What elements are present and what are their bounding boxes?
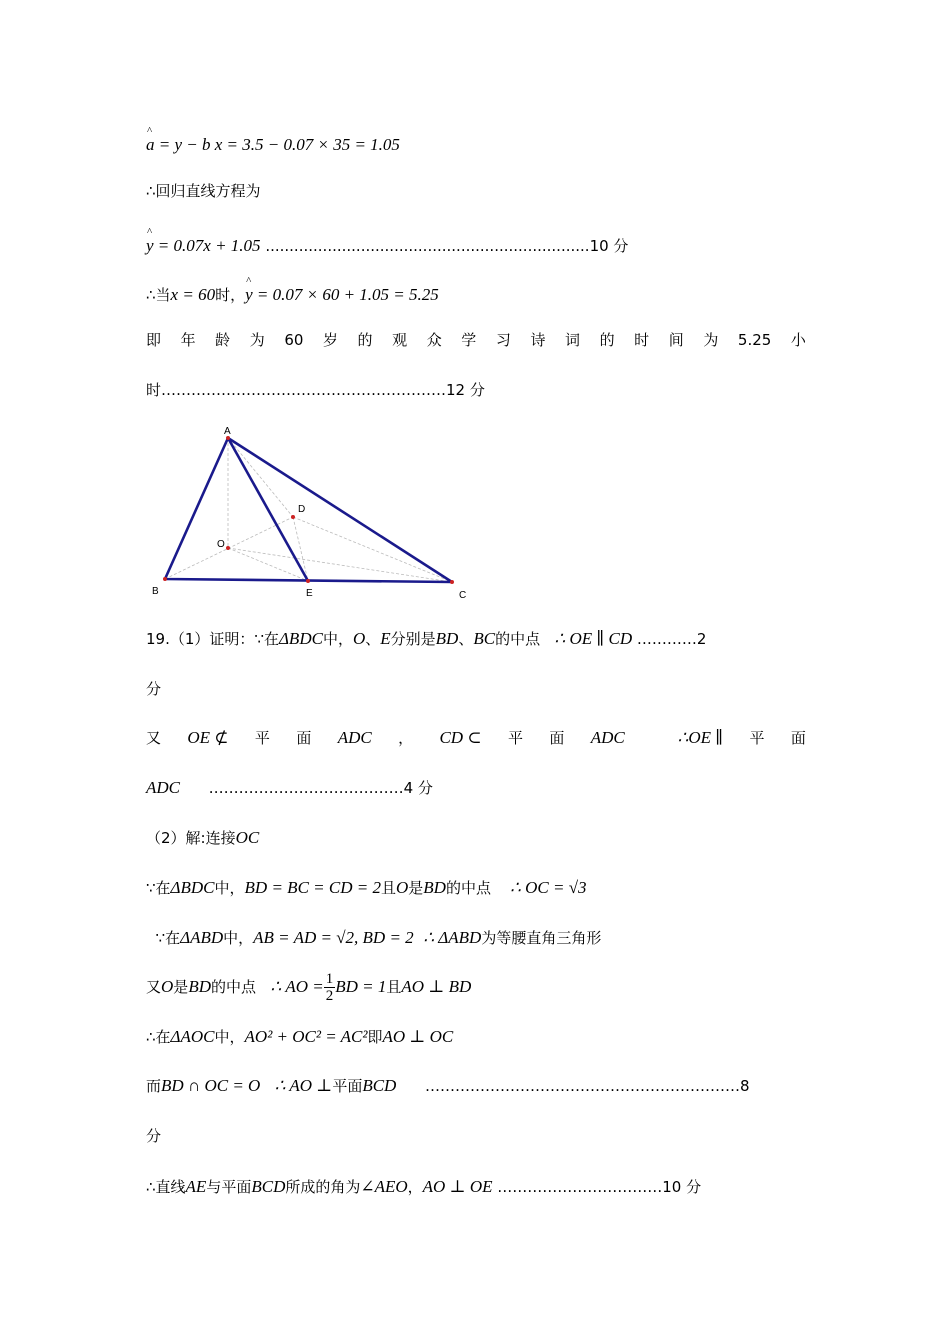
a-hat: ^ a <box>146 130 155 160</box>
t: 面 <box>296 729 312 747</box>
t: 、 <box>458 630 474 648</box>
t: 平 <box>254 729 270 747</box>
point-B <box>163 577 167 581</box>
m: ∴ AO = <box>270 977 324 996</box>
m: ∴ OE ∥ CD <box>554 629 633 648</box>
proof-line-1b: 分 <box>146 680 162 698</box>
y-hat: ^ y <box>146 231 154 261</box>
ch: 5.25 <box>737 331 772 349</box>
solve-line-1 <box>146 823 806 853</box>
ch: 词 <box>565 331 581 349</box>
t: 平面 <box>332 1077 363 1095</box>
dots: ………………………………………………… <box>161 381 447 399</box>
m: AO ⊥ BD <box>401 977 472 996</box>
solve-line-2 <box>146 873 806 903</box>
t: ∵在 <box>155 929 181 947</box>
t: 中， <box>214 1028 245 1046</box>
dots: ……………………………10 分 <box>497 1178 702 1196</box>
dots: .................................................................... <box>265 237 590 255</box>
t: 且 <box>386 978 402 996</box>
m: AO² + OC² = AC² <box>244 1027 368 1046</box>
conclusion-line-2 <box>146 375 806 405</box>
label-A: A <box>224 426 231 437</box>
t: ∴直线 <box>146 1178 186 1196</box>
point-E <box>306 579 310 583</box>
ch: 为 <box>703 331 719 349</box>
fraction-half <box>324 971 336 1004</box>
t: 即 <box>367 1028 383 1046</box>
m: ∴OE ∥ <box>677 728 724 747</box>
line-AD <box>228 438 293 517</box>
ch: 龄 <box>215 331 231 349</box>
line-DE <box>293 517 308 581</box>
denominator: 2 <box>325 988 334 1004</box>
ch: 学 <box>461 331 477 349</box>
text: 时， <box>215 286 246 304</box>
m: ADC <box>146 778 180 797</box>
t: 是 <box>173 978 189 996</box>
proof-line-1 <box>146 624 806 654</box>
ch: 众 <box>426 331 442 349</box>
ch: 60 <box>284 331 304 349</box>
dots: …………2 <box>636 630 707 648</box>
m: ∴ AO ⊥ <box>274 1076 333 1095</box>
t: 又 <box>146 978 162 996</box>
prediction-line <box>146 280 806 310</box>
m: BD = 1 <box>335 977 387 996</box>
m: AO ⊥ OC <box>382 1027 454 1046</box>
label-D: D <box>298 504 306 515</box>
m: ∴ OC = √3 <box>510 878 587 897</box>
t: 又 <box>146 729 162 747</box>
point-O <box>226 546 230 550</box>
numerator: 1 <box>325 971 334 987</box>
dots: ………………………………………………………8 <box>424 1077 750 1095</box>
m: E <box>380 629 391 648</box>
t: 且 <box>380 879 396 897</box>
text: 时 <box>146 381 162 399</box>
t: 平 <box>749 729 765 747</box>
t: ∵在 <box>146 879 171 897</box>
regression-equation <box>146 231 806 261</box>
ch: 的 <box>357 331 373 349</box>
m: ΔABD <box>180 928 224 947</box>
m: BCD <box>362 1076 397 1095</box>
score: 10 分 <box>589 237 629 255</box>
proof-line-3 <box>146 773 806 803</box>
y-hat: ^ y <box>245 280 253 310</box>
m: OC <box>235 828 260 847</box>
m: BD ∩ OC = O <box>161 1076 261 1095</box>
ch: 小 <box>790 331 806 349</box>
t: ， <box>398 729 414 747</box>
m: ΔBDC <box>278 629 323 648</box>
line-DC <box>293 517 452 582</box>
equation-text: = 0.07x + 1.05 <box>153 236 261 255</box>
t: 19.（1）证明：∵在 <box>146 630 279 648</box>
ch: 时 <box>634 331 650 349</box>
m: OE ⊄ <box>187 728 229 747</box>
m: AB = AD = √2, BD = 2 <box>253 928 414 947</box>
t: 中， <box>223 929 254 947</box>
ch: 诗 <box>530 331 546 349</box>
t: 所成的角为 <box>285 1178 361 1196</box>
m: O <box>352 629 366 648</box>
t: ， <box>407 1178 423 1196</box>
t: 面 <box>549 729 565 747</box>
solve-line-6 <box>146 1071 806 1101</box>
t: 分别是 <box>390 630 436 648</box>
math: = 0.07 × 60 + 1.05 = 5.25 <box>252 285 439 304</box>
label-C: C <box>459 590 467 601</box>
m: ΔAOC <box>170 1027 215 1046</box>
m: BD <box>435 629 459 648</box>
point-D <box>291 515 295 519</box>
m: ∠AEO <box>360 1177 408 1196</box>
m: ADC <box>590 728 625 747</box>
solve-line-3 <box>146 923 806 953</box>
t: 与平面 <box>206 1178 252 1196</box>
label-E: E <box>306 588 313 599</box>
points <box>163 436 454 584</box>
geometry-figure <box>140 420 480 605</box>
t: （2）解:连接 <box>146 829 236 847</box>
m: ∴ ΔABD <box>423 928 482 947</box>
t: 为等腰直角三角形 <box>481 929 602 947</box>
m: CD ⊂ <box>439 728 482 747</box>
formula-a-rest: = y − b x = 3.5 − 0.07 × 35 = 1.05 <box>154 135 400 154</box>
label-O: O <box>217 539 225 550</box>
m: BCD <box>251 1177 286 1196</box>
regression-intro: ∴回归直线方程为 <box>146 182 261 200</box>
ch: 的 <box>599 331 615 349</box>
m: BD = BC = CD = 2 <box>244 878 381 897</box>
line-OC <box>228 548 452 582</box>
text: ∴当 <box>146 286 171 304</box>
formula-a-hat <box>146 130 806 160</box>
ch: 岁 <box>322 331 338 349</box>
dashed-lines <box>165 438 452 582</box>
m: ADC <box>337 728 372 747</box>
t: 的中点 <box>495 630 541 648</box>
line-AE <box>228 438 308 581</box>
m: BD <box>423 878 446 897</box>
ch: 为 <box>249 331 265 349</box>
solve-line-6b: 分 <box>146 1127 162 1145</box>
m: O <box>161 977 174 996</box>
solve-line-5 <box>146 1022 806 1052</box>
t: 中， <box>322 630 353 648</box>
label-B: B <box>152 586 159 597</box>
point-C <box>450 580 454 584</box>
dots: …………………………………4 分 <box>208 779 433 797</box>
t: 中， <box>214 879 245 897</box>
t: 的中点 <box>445 879 491 897</box>
ch: 即 <box>146 331 162 349</box>
ch: 习 <box>495 331 511 349</box>
conclusion-line <box>146 325 806 355</box>
ch: 间 <box>668 331 684 349</box>
m: AO ⊥ OE <box>422 1177 493 1196</box>
score: 12 分 <box>446 381 485 399</box>
t: 的中点 <box>210 978 256 996</box>
solve-line-4 <box>146 971 806 1005</box>
solve-line-7 <box>146 1172 806 1202</box>
ch: 年 <box>180 331 196 349</box>
m: AE <box>185 1177 207 1196</box>
ch: 观 <box>392 331 408 349</box>
t: ∴在 <box>146 1028 171 1046</box>
m: BC <box>473 629 496 648</box>
m: ΔBDC <box>170 878 215 897</box>
t: 平 <box>507 729 523 747</box>
t: 面 <box>790 729 806 747</box>
proof-line-2 <box>146 723 806 753</box>
t: 而 <box>146 1077 162 1095</box>
math: x = 60 <box>170 285 216 304</box>
line-OE <box>228 548 308 581</box>
t: 是 <box>408 879 424 897</box>
m: O <box>395 878 409 897</box>
t: 、 <box>365 630 381 648</box>
m: BD <box>188 977 211 996</box>
